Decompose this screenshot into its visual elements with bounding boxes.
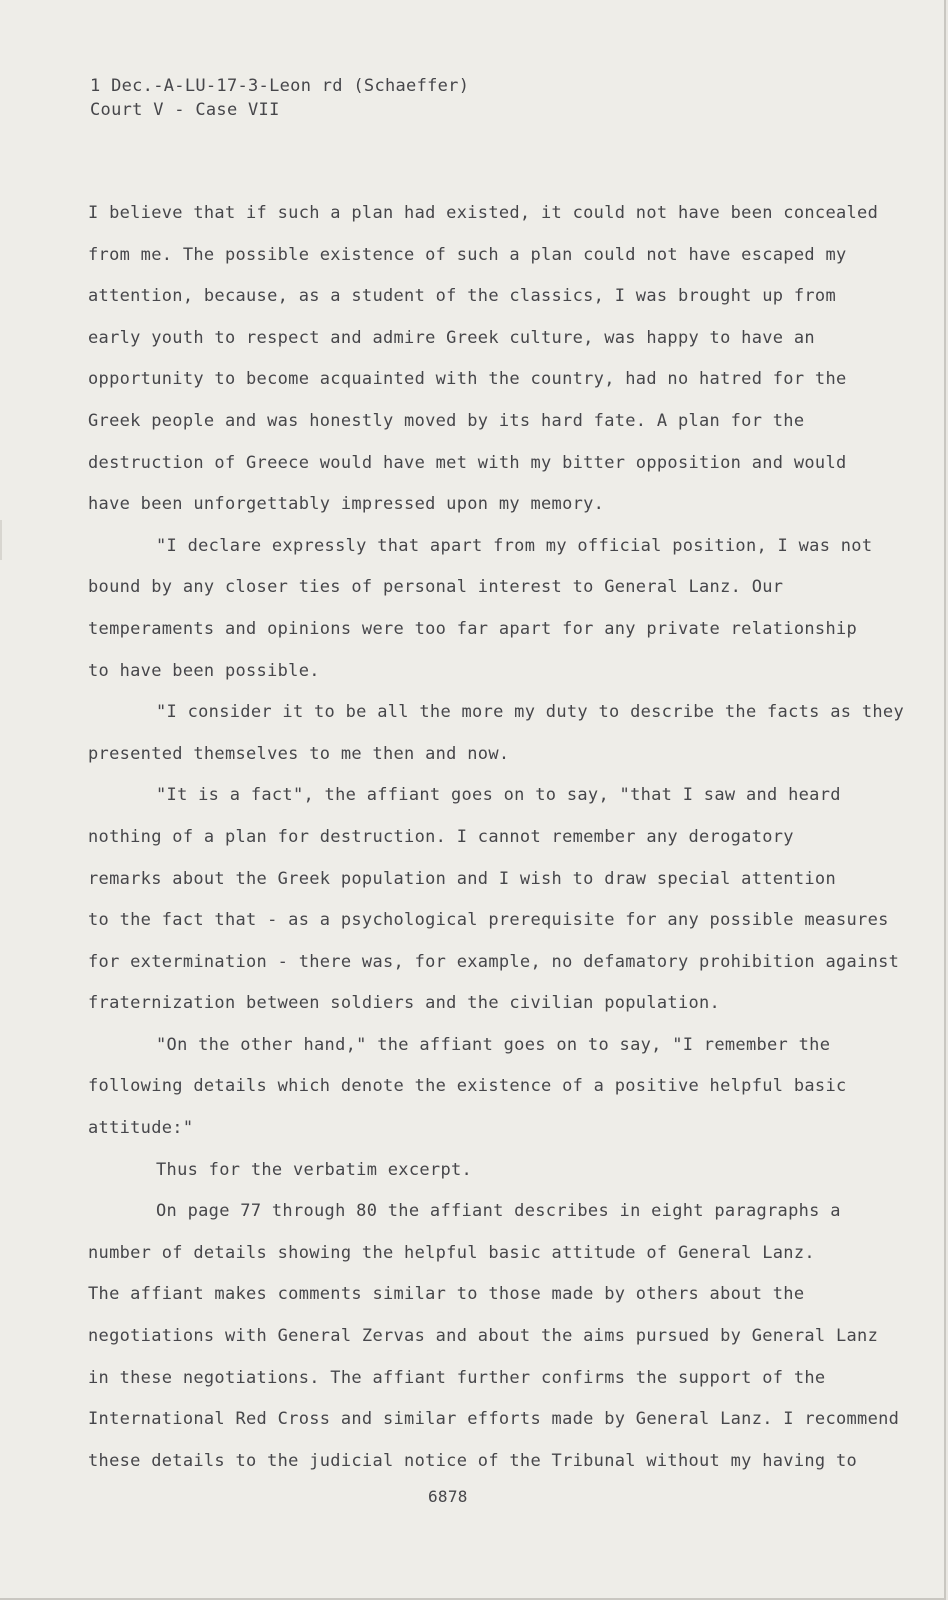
text-line: from me. The possible existence of such a plan could not have escaped my xyxy=(88,244,847,265)
text-line: attention, because, as a student of the classics, I was brought up from xyxy=(88,286,836,307)
header-court-case: Court V - Case VII xyxy=(90,100,280,120)
text-line: International Red Cross and similar efforts made by General Lanz. I recommend xyxy=(88,1409,900,1430)
text-line: bound by any closer ties of personal interest to General Lanz. Our xyxy=(88,577,784,598)
text-line: opportunity to become acquainted with the country, had no hatred for the xyxy=(88,369,847,390)
margin-mark xyxy=(0,520,2,560)
text-line: temperaments and opinions were too far apart for any private relationship xyxy=(88,618,858,639)
text-line: The affiant makes comments similar to those made by others about the xyxy=(88,1284,805,1305)
text-line: to the fact that - as a psychological prerequisite for any possible measures xyxy=(88,910,889,931)
text-line: negotiations with General Zervas and about the aims pursued by General Lanz xyxy=(88,1326,879,1347)
text-line: fraternization between soldiers and the civilian population. xyxy=(88,993,721,1014)
text-line: have been unforgettably impressed upon my memory. xyxy=(88,494,605,515)
text-line: following details which denote the existence of a positive helpful basic xyxy=(88,1076,847,1097)
text-line: in these negotiations. The affiant further confirms the support of the xyxy=(88,1367,826,1388)
text-line: "It is a fact", the affiant goes on to say, "that I saw and heard xyxy=(156,785,841,806)
text-line: On page 77 through 80 the affiant describes in eight paragraphs a xyxy=(156,1201,841,1222)
text-line: destruction of Greece would have met with my bitter opposition and would xyxy=(88,452,847,473)
text-line: "I consider it to be all the more my duty to describe the facts as they xyxy=(156,702,904,723)
text-line: to have been possible. xyxy=(88,660,320,681)
text-line: "I declare expressly that apart from my official position, I was not xyxy=(156,535,873,556)
text-line: presented themselves to me then and now. xyxy=(88,743,510,764)
text-line: early youth to respect and admire Greek culture, was happy to have an xyxy=(88,327,815,348)
text-line: remarks about the Greek population and I wish to draw special attention xyxy=(88,868,836,889)
text-line: Greek people and was honestly moved by its hard fate. A plan for the xyxy=(88,410,805,431)
text-line: nothing of a plan for destruction. I cannot remember any derogatory xyxy=(88,826,794,847)
document-body xyxy=(88,193,904,1482)
page-number: 6878 xyxy=(428,1487,468,1506)
text-line: I believe that if such a plan had existed, it could not have been concealed xyxy=(88,203,879,223)
header-reference: 1 Dec.-A-LU-17-3-Leon rd (Schaeffer) xyxy=(90,76,470,96)
document-header xyxy=(90,74,469,122)
text-line: number of details showing the helpful basic attitude of General Lanz. xyxy=(88,1242,815,1263)
text-line: attitude:" xyxy=(88,1118,194,1139)
text-line: "On the other hand," the affiant goes on to say, "I remember the xyxy=(156,1034,831,1055)
text-line: these details to the judicial notice of the Tribunal without my having to xyxy=(88,1450,858,1471)
text-line: Thus for the verbatim excerpt. xyxy=(156,1159,473,1180)
text-line: for extermination - there was, for example, no defamatory prohibition against xyxy=(88,951,900,972)
